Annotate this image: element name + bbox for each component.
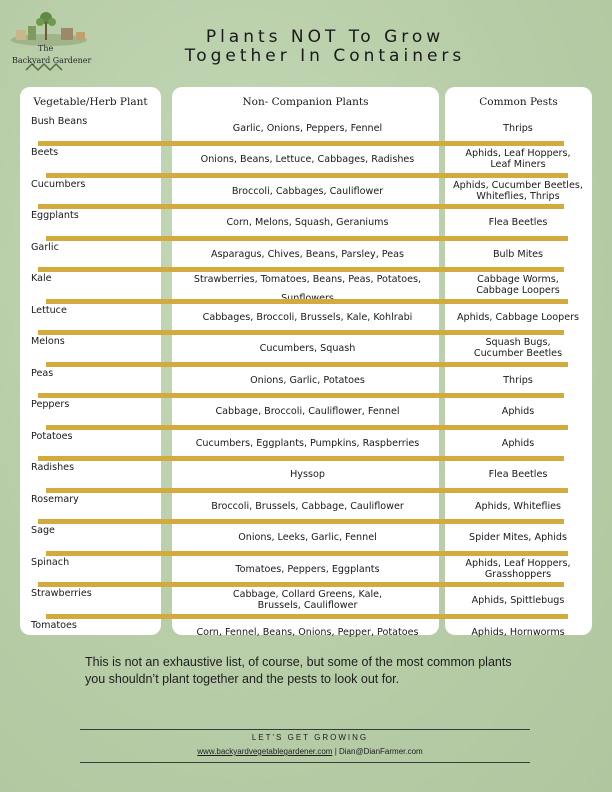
row-beets-pests-line: Aphids, Leaf Hoppers, <box>465 148 571 159</box>
row-beets-pests-line: Leaf Miners <box>490 159 546 170</box>
row-cucumbers-plant: Cucumbers <box>31 179 86 190</box>
row-strawberries-plant: Strawberries <box>31 588 92 599</box>
row-garlic-pests <box>446 249 590 260</box>
row-lettuce-plant: Lettuce <box>31 305 67 316</box>
row-kale-pests-line: Cabbage Loopers <box>476 285 560 296</box>
row-beets-non-companion <box>176 154 439 165</box>
row-rosemary-pests-line: Aphids, Whiteflies <box>474 500 562 512</box>
row-melons-non-companion <box>176 343 439 354</box>
row-tomatoes-non-companion-line: Corn, Fennel, Beans, Onions, Pepper, Potatoes <box>196 626 419 638</box>
row-cucumbers-pests-line: Whiteflies, Thrips <box>476 191 560 202</box>
row-beets-non-companion-line: Onions, Beans, Lettuce, Cabbages, Radishes <box>200 153 415 165</box>
row-kale-pests <box>446 274 590 296</box>
row-divider <box>46 551 568 556</box>
non-companion-column-header: Non- Companion Plants <box>242 96 369 108</box>
footer-bottom-rule <box>80 762 530 763</box>
row-bush-beans-non-companion-line: Garlic, Onions, Peppers, Fennel <box>232 122 383 134</box>
row-radishes-non-companion-line: Hyssop <box>290 468 325 480</box>
row-potatoes-non-companion-line: Cucumbers, Eggplants, Pumpkins, Raspberries <box>195 437 420 449</box>
logo-line-1: The <box>38 44 54 53</box>
row-potatoes-pests <box>446 438 590 449</box>
row-radishes-pests <box>446 469 590 480</box>
row-peas-plant: Peas <box>31 368 54 379</box>
row-lettuce-non-companion-line: Cabbages, Broccoli, Brussels, Kale, Kohlrabi <box>202 311 413 323</box>
row-peas-pests-line: Thrips <box>503 374 533 386</box>
row-divider <box>46 614 568 619</box>
email-link[interactable]: Dian@DianFarmer.com <box>339 747 423 756</box>
row-garlic-plant: Garlic <box>31 242 59 253</box>
title-line-1: Plants NOT To Grow <box>205 27 445 47</box>
row-strawberries-non-companion-line: Brussels, Cauliflower <box>257 600 358 611</box>
pests-column-header: Common Pests <box>479 96 558 108</box>
row-bush-beans-pests-line: Thrips <box>503 122 533 134</box>
row-spinach-plant: Spinach <box>31 557 70 568</box>
row-divider <box>46 425 568 430</box>
row-peppers-pests <box>446 406 590 417</box>
row-rosemary-non-companion-line: Broccoli, Brussels, Cabbage, Cauliflower <box>211 500 404 512</box>
row-melons-non-companion-line: Cucumbers, Squash <box>259 342 356 354</box>
row-peas-non-companion <box>176 375 439 386</box>
row-sage-pests <box>446 532 590 543</box>
row-kale-plant: Kale <box>31 273 52 284</box>
row-divider <box>46 173 568 178</box>
row-sage-non-companion-line: Onions, Leeks, Garlic, Fennel <box>238 531 377 543</box>
row-garlic-non-companion-line: Asparagus, Chives, Beans, Parsley, Peas <box>210 248 405 260</box>
row-sage-pests-line: Spider Mites, Aphids <box>468 531 568 543</box>
row-strawberries-pests <box>446 595 590 606</box>
row-radishes-plant: Radishes <box>31 462 75 473</box>
row-bush-beans-pests <box>446 123 590 134</box>
row-divider <box>46 362 568 367</box>
row-eggplants-non-companion-line: Corn, Melons, Squash, Geraniums <box>226 216 389 228</box>
row-divider <box>38 456 564 461</box>
row-kale-pests-line: Cabbage Worms, <box>477 274 559 285</box>
row-eggplants-non-companion <box>176 217 439 228</box>
row-bush-beans-non-companion <box>176 123 439 134</box>
row-garlic-non-companion <box>176 249 439 260</box>
row-tomatoes-pests <box>446 627 590 638</box>
row-beets-pests <box>446 148 590 170</box>
footer-contact <box>110 747 510 756</box>
row-strawberries-pests-line: Aphids, Spittlebugs <box>471 594 565 606</box>
row-peppers-pests-line: Aphids <box>501 405 535 417</box>
row-potatoes-pests-line: Aphids <box>501 437 535 449</box>
website-link[interactable]: www.backyardvegetablegardener.com <box>197 747 333 756</box>
row-cucumbers-non-companion <box>176 186 439 197</box>
row-divider <box>38 582 564 587</box>
row-spinach-pests <box>446 558 590 580</box>
title-line-2: Together In Containers <box>184 46 466 66</box>
row-divider <box>46 299 568 304</box>
row-tomatoes-plant: Tomatoes <box>31 620 77 631</box>
footer-top-rule <box>80 729 530 730</box>
row-radishes-non-companion <box>176 469 439 480</box>
row-divider <box>38 141 564 146</box>
row-cucumbers-pests <box>446 180 590 202</box>
row-divider <box>38 519 564 524</box>
row-rosemary-non-companion <box>176 501 439 512</box>
row-peas-non-companion-line: Onions, Garlic, Potatoes <box>250 374 365 386</box>
footer-heading: LET'S GET GROWING <box>251 733 369 742</box>
row-lettuce-non-companion <box>176 312 439 323</box>
row-spinach-non-companion-line: Tomatoes, Peppers, Eggplants <box>235 563 380 575</box>
row-divider <box>38 393 564 398</box>
row-melons-pests-line: Squash Bugs, <box>485 337 551 348</box>
row-peppers-non-companion <box>176 406 439 417</box>
page-title <box>160 28 490 66</box>
row-spinach-pests-line: Aphids, Leaf Hoppers, <box>465 558 571 569</box>
row-divider <box>38 267 564 272</box>
row-rosemary-plant: Rosemary <box>31 494 79 505</box>
row-radishes-pests-line: Flea Beetles <box>488 468 548 480</box>
row-beets-plant: Beets <box>31 147 59 158</box>
contact-separator: | <box>332 747 339 756</box>
row-bush-beans-plant: Bush Beans <box>31 116 88 127</box>
row-divider <box>46 236 568 241</box>
row-melons-plant: Melons <box>31 336 65 347</box>
row-spinach-pests-line: Grasshoppers <box>484 569 552 580</box>
row-strawberries-non-companion-line: Cabbage, Collard Greens, Kale, <box>232 589 383 600</box>
row-strawberries-non-companion <box>176 589 439 611</box>
row-peppers-plant: Peppers <box>31 399 70 410</box>
row-eggplants-pests-line: Flea Beetles <box>488 216 548 228</box>
row-melons-pests <box>446 337 590 359</box>
row-cucumbers-non-companion-line: Broccoli, Cabbages, Cauliflower <box>231 185 384 197</box>
row-peas-pests <box>446 375 590 386</box>
row-eggplants-pests <box>446 217 590 228</box>
row-cucumbers-pests-line: Aphids, Cucumber Beetles, <box>453 180 583 191</box>
row-garlic-pests-line: Bulb Mites <box>492 248 544 260</box>
row-sage-non-companion <box>176 532 439 543</box>
row-tomatoes-non-companion <box>176 627 439 638</box>
row-rosemary-pests <box>446 501 590 512</box>
row-divider <box>46 488 568 493</box>
row-peppers-non-companion-line: Cabbage, Broccoli, Cauliflower, Fennel <box>215 405 400 417</box>
garden-illustration-icon <box>6 4 92 78</box>
row-divider <box>38 330 564 335</box>
logo-line-2: Backyard Gardener <box>12 56 92 65</box>
row-spinach-non-companion <box>176 564 439 575</box>
row-melons-pests-line: Cucumber Beetles <box>473 348 563 359</box>
row-sage-plant: Sage <box>31 525 55 536</box>
row-potatoes-non-companion <box>176 438 439 449</box>
row-divider <box>38 204 564 209</box>
plant-column-header: Vegetable/Herb Plant <box>33 96 148 108</box>
row-potatoes-plant: Potatoes <box>31 431 73 442</box>
row-tomatoes-pests-line: Aphids, Hornworms <box>471 626 565 638</box>
row-kale-non-companion-line: Strawberries, Tomatoes, Beans, Peas, Potatoes, <box>193 274 422 285</box>
disclaimer-note: This is not an exhaustive list, of course, but some of the most common plants you shouldn’t plant together and the pests to look out for. <box>85 655 512 686</box>
row-eggplants-plant: Eggplants <box>31 210 79 221</box>
row-lettuce-pests <box>446 312 590 323</box>
row-lettuce-pests-line: Aphids, Cabbage Loopers <box>456 311 580 323</box>
